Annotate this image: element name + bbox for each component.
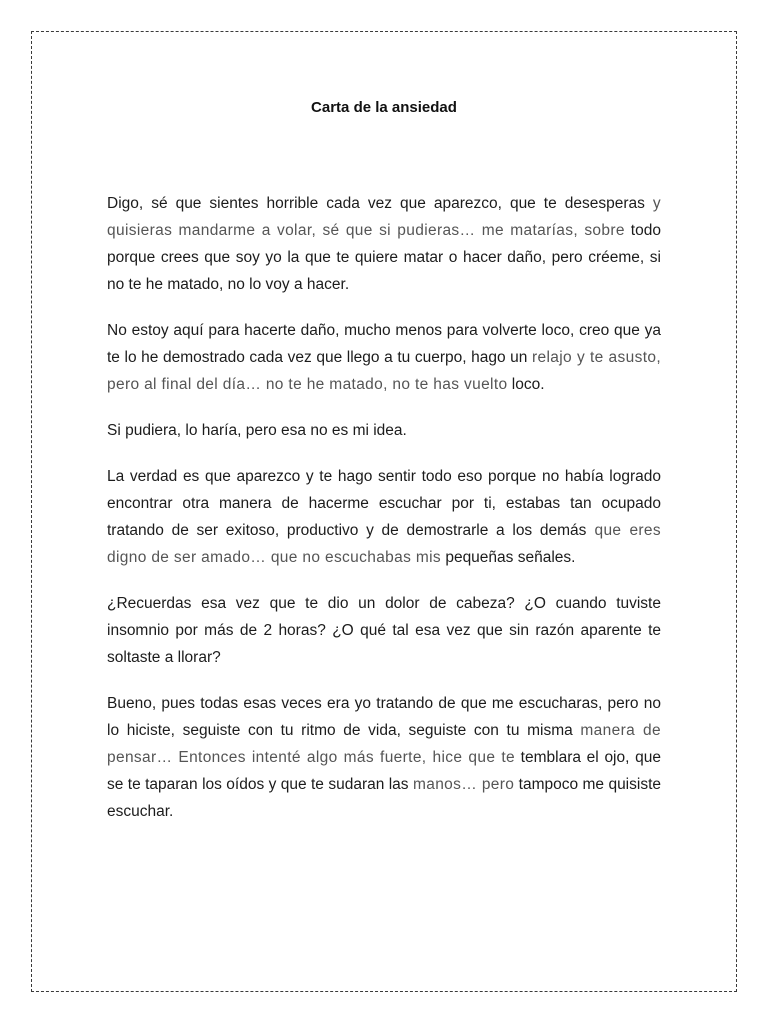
text-run: No estoy aquí para hacerte daño, mucho menos para volverte loco, creo que ya te lo he demostrado cada vez que llego a tu cuerpo, hago un [107,322,661,366]
document-title: Carta de la ansiedad [311,99,457,116]
text-run: loco. [507,376,545,393]
text-run: Bueno, pues todas esas veces era yo tratando de que me escucharas, pero no lo hiciste, seguiste con tu ritmo de vida, seguiste con tu misma [107,695,661,739]
text-run: que eres digno de ser amado… que no escuchabas mis [107,522,661,566]
text-run: La verdad es que aparezco y te hago sentir todo eso porque no había logrado encontrar otra manera de hacerme escuchar por ti, estabas tan ocupado tratando de ser exitoso, productivo y de demostrarle a los demás [107,468,661,539]
text-run: Digo, sé que sientes horrible cada vez que aparezco, que te desesperas [107,195,653,212]
text-run: ¿Recuerdas esa vez que te dio un dolor de cabeza? ¿O cuando tuviste insomnio por más de 2 horas? ¿O qué tal esa vez que sin razón aparente te soltaste a llorar? [107,595,661,666]
paragraph [107,463,661,571]
text-run: manera de pensar… Entonces intenté algo más fuerte, hice que te [107,722,661,766]
text-run: pequeñas señales. [441,549,576,566]
document-body [107,190,661,844]
text-run: manos… pero [412,776,515,793]
paragraph [107,690,661,825]
text-run: temblara el ojo, que se te taparan los oídos y que te sudaran las [107,749,661,793]
paragraph [107,190,661,298]
text-run: y quisieras mandarme a volar, sé que si pudieras… me matarías, sobre [107,195,661,239]
text-run: todo porque crees que soy yo la que te quiere matar o hacer daño, pero créeme, si no te he matado, no lo voy a hacer. [107,222,661,293]
paragraph [107,317,661,398]
paragraph [107,590,661,671]
text-run: relajo y te asusto, pero al final del día… no te he matado, no te has vuelto [107,349,661,393]
text-run: Si pudiera, lo haría, pero esa no es mi idea. [107,422,407,439]
paragraph [107,417,661,444]
text-run: tampoco me quisiste escuchar. [107,776,661,820]
